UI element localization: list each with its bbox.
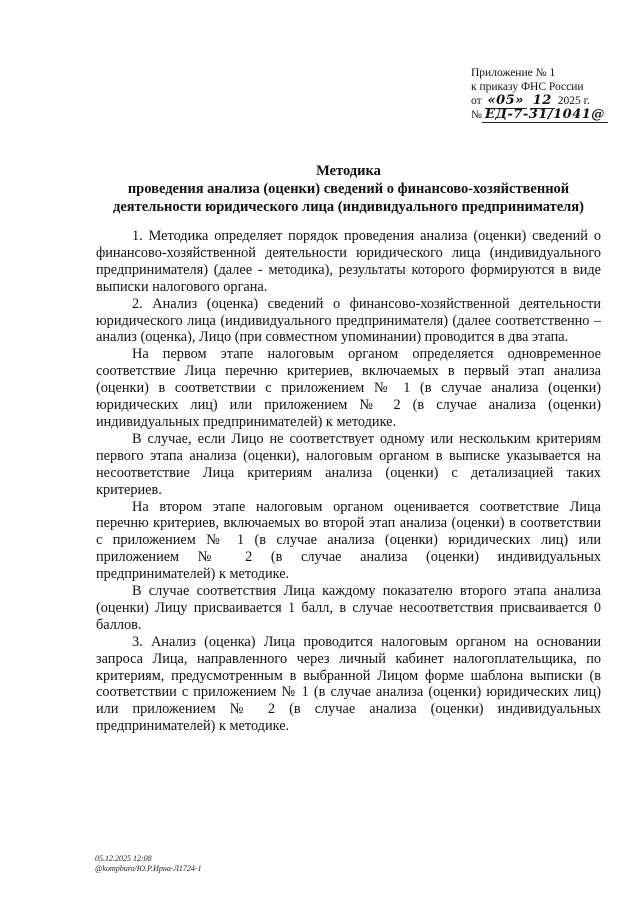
paragraph-2: 2. Анализ (оценка) сведений о финансово-хозяйственной деятельности юридического лица (индивидуального предпринимателя) (далее соответственно – анализ (оценка), Лицо (при совместном упоминании) проводится в два этапа.: [96, 295, 601, 346]
paragraph-3: На первом этапе налоговым органом определяется одновременное соответствие Лица перечню критериев, включаемых в первый этап анализа (оценки) в соответствии с приложением № 1 (в случае анализа (оценки) юридических лиц) или приложением № 2 (в случае анализа (оценки) индивидуальных предпринимателей) к методике.: [96, 346, 601, 430]
footer-timestamp: 05.12.2025 12:08: [95, 854, 152, 863]
footer: [95, 854, 202, 874]
annex-month: 12: [530, 93, 555, 109]
paragraph-1: 1. Методика определяет порядок проведения анализа (оценки) сведений о финансово-хозяйственной деятельности юридического лица (индивидуального предпринимателя) (далее - методика), результаты которого формируются в виде выписки налогового органа.: [96, 228, 601, 295]
annex-date: [471, 94, 631, 108]
annex-line1: Приложение № 1: [471, 67, 556, 79]
title-line2: проведения анализа (оценки) сведений о финансово-хозяйственной: [127, 181, 570, 197]
annex-number: ЕД-7-31/1041@: [482, 107, 608, 123]
footer-path: @kompburo/Ю.Р.Ирна-Л1724-1: [95, 864, 202, 873]
paragraph-6: В случае соответствия Лица каждому показателю второго этапа анализа (оценки) Лицу присваивается 1 балл, в случае несоответствия присваивается 0 баллов.: [96, 583, 601, 633]
paragraph-5: На втором этапе налоговым органом оценивается соответствие Лица перечню критериев, включаемых во второй этап анализа (оценки) в соответствии с приложением № 1 (в случае анализа (оценки) юридических лиц) или приложением № 2 (в случае анализа (оценки) индивидуальных предпринимателей) к методике.: [96, 498, 601, 583]
paragraph-4: В случае, если Лицо не соответствует одному или нескольким критериям первого этапа анализа (оценки), налоговым органом в выписке указывается на несоответствие Лица критериям анализа (оценки) с детализацией таких критериев.: [96, 430, 601, 498]
annex-line2: к приказу ФНС России: [471, 81, 584, 93]
title-line1: Методика: [316, 163, 381, 179]
annex-day: «05»: [485, 93, 527, 109]
annex-number-line: [471, 108, 631, 122]
annex-number-label: №: [471, 109, 482, 121]
annex-from-label: от: [471, 95, 482, 107]
document-body: [96, 228, 601, 735]
title-line3: деятельности юридического лица (индивидуального предпринимателя): [113, 199, 584, 215]
annex-block: [471, 66, 631, 122]
annex-year: 2025 г.: [557, 95, 590, 107]
document-title: [96, 162, 601, 216]
paragraph-7: 3. Анализ (оценка) Лица проводится налоговым органом на основании запроса Лица, направленного через личный кабинет налогоплательщика, по критериям, предусмотренным в выбранной Лицом форме шаблона выписки (в соответствии с приложением № 1 (в случае анализа (оценки) юридических лиц) или приложением № 2 (в случае анализа (оценки) индивидуальных предпринимателей) к методике.: [96, 633, 601, 735]
